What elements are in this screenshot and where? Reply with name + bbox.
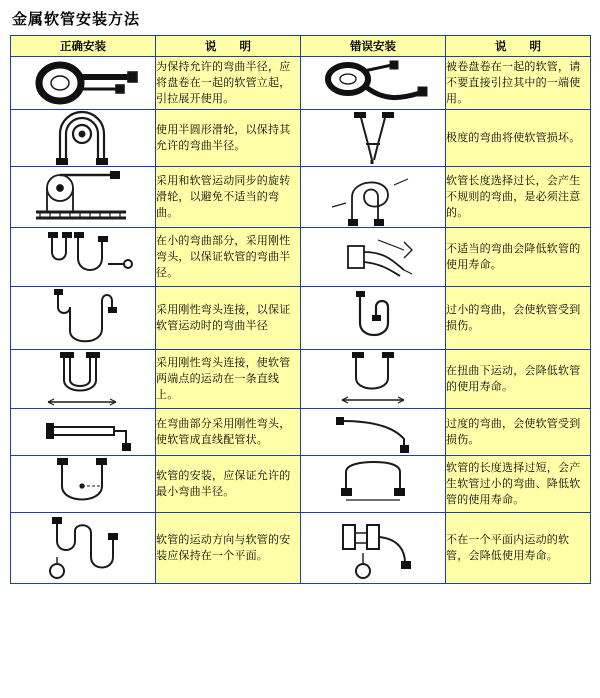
coiled-hose-icon: [11, 57, 156, 110]
sharp-bend-icon: [301, 110, 446, 167]
note-text: 软管长度选择过长，会产生不规则的弯曲，是必须注意的。: [446, 167, 591, 228]
note-text: 被卷盘卷在一起的软管，请不要直接引拉其中的一端使用。: [446, 57, 591, 110]
note-text: 软管的安装，应保证允许的最小弯曲半径。: [156, 456, 301, 513]
note-text: 软管的长度选择过短，会产生软管过小的弯曲、降低软管的使用寿命。: [446, 456, 591, 513]
coiled-hose-pulled-icon: [301, 57, 446, 110]
installation-methods-table: [10, 35, 591, 584]
note-text: 采用和软管运动同步的旋转滑轮，以避免不适当的弯曲。: [156, 167, 301, 228]
header-wrong-note: 说 明: [446, 36, 591, 57]
torsion-motion-icon: [301, 350, 446, 409]
table-row: [11, 287, 591, 350]
table-row: [11, 167, 591, 228]
semicircle-pulley-icon: [11, 110, 156, 167]
note-text: 软管的运动方向与软管的安装应保持在一个平面。: [156, 513, 301, 584]
out-of-plane-motion-icon: [301, 513, 446, 584]
table-row: [11, 409, 591, 456]
same-plane-motion-icon: [11, 513, 156, 584]
table-row: [11, 513, 591, 584]
note-text: 采用刚性弯头连接，以保证软管运动时的弯曲半径: [156, 287, 301, 350]
table-header-row: [11, 36, 591, 57]
rigid-elbow-connection-icon: [11, 287, 156, 350]
page-title: 金属软管安装方法: [12, 10, 141, 28]
header-correct-note: 说 明: [156, 36, 301, 57]
straight-line-motion-icon: [11, 350, 156, 409]
too-long-hose-icon: [301, 456, 446, 513]
note-text: 过度的弯曲，会使软管受到损伤。: [446, 409, 591, 456]
note-text: 在扭曲下运动，会降低软管的使用寿命。: [446, 350, 591, 409]
table-row: [11, 110, 591, 167]
note-text: 为保持允许的弯曲半径，应将盘卷在一起的软管立起，引拉展开使用。: [156, 57, 301, 110]
min-bend-radius-icon: [11, 456, 156, 513]
note-text: 极度的弯曲将使软管损坏。: [446, 110, 591, 167]
header-wrong-install: 错误安装: [301, 36, 446, 57]
note-text: 在小的弯曲部分，采用刚性弯头，以保证软管的弯曲半径。: [156, 228, 301, 287]
note-text: 使用半圆形滑轮，以保持其允许的弯曲半径。: [156, 110, 301, 167]
too-small-bend-icon: [301, 287, 446, 350]
rigid-bend-small-radius-icon: [11, 228, 156, 287]
note-text: 不适当的弯曲会降低软管的使用寿命。: [446, 228, 591, 287]
table-row: [11, 350, 591, 409]
note-text: 在弯曲部分采用刚性弯头，使软管成直线配管状。: [156, 409, 301, 456]
table-row: [11, 456, 591, 513]
note-text: 不在一个平面内运动的软管，会降低使用寿命。: [446, 513, 591, 584]
excessive-bend-icon: [301, 409, 446, 456]
table-row: [11, 228, 591, 287]
long-hose-loop-icon: [301, 167, 446, 228]
header-correct-install: 正确安装: [11, 36, 156, 57]
straight-piping-elbow-icon: [11, 409, 156, 456]
note-text: 采用刚性弯头连接，使软管两端点的运动在一条直线上。: [156, 350, 301, 409]
note-text: 过小的弯曲，会使软管受到损伤。: [446, 287, 591, 350]
table-row: [11, 57, 591, 110]
improper-bend-icon: [301, 228, 446, 287]
rotating-pulley-chain-icon: [11, 167, 156, 228]
